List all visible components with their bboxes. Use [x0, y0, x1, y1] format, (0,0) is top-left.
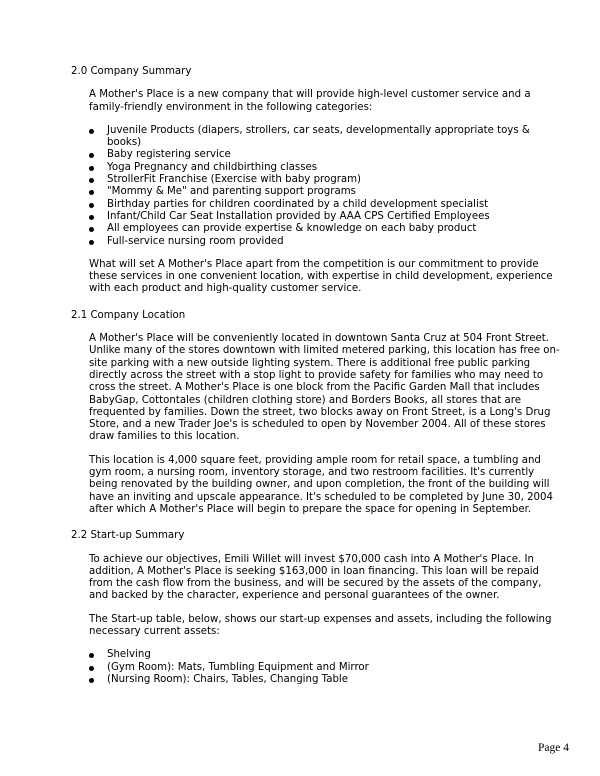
bullet-icon [89, 203, 94, 208]
section-body [71, 89, 561, 295]
bullet-icon [89, 129, 94, 134]
list-item: Juvenile Products (diapers, strollers, car seats, developmentally appropriate toys & books) [89, 125, 561, 150]
list-item: (Nursing Room): Chairs, Tables, Changing Table [89, 674, 561, 686]
list-item: All employees can provide expertise & knowledge on each baby product [89, 223, 561, 235]
intro-paragraph: A Mother's Place is a new company that will provide high-level customer service and a family-friendly environment in the following categories: [89, 89, 531, 113]
list-item: "Mommy & Me" and parenting support programs [89, 186, 561, 198]
list-item: Yoga Pregnancy and childbirthing classes [89, 162, 561, 174]
list-item: Infant/Child Car Seat Installation provided by AAA CPS Certified Employees [89, 211, 561, 223]
section-heading: 2.2 Start-up Summary [71, 530, 185, 542]
bullet-icon [89, 678, 94, 683]
section-body [71, 554, 561, 687]
list-item: Full-service nursing room provided [89, 236, 561, 248]
page-content [71, 66, 561, 697]
bullet-icon [89, 666, 94, 671]
assets-list [89, 649, 561, 686]
bullet-icon [89, 215, 94, 220]
list-item: Baby registering service [89, 149, 561, 161]
bullet-icon [89, 166, 94, 171]
section-startup-summary [71, 530, 561, 686]
funding-paragraph: To achieve our objectives, Emili Willet will invest $70,000 cash into A Mother's Place. In addition, A Mother's Place is seeking $163,000 in loan financing. This loan will be repaid from the cash flow from the business, and will be secured by the assets of the company, and backed by the character, experience and personal guarantees of the owner. [89, 553, 542, 602]
location-paragraph: A Mother's Place will be conveniently located in downtown Santa Cruz at 504 Front Street. Unlike many of the stores downtown with limited metered parking, this location has free on-site parking with a new outside lighting system. There is additional free public parking directly across the street with a stop light to provide safety for families who may need to cross the street. A Mother's Place is one block from the Pacific Garden Mall that includes BabyGap, Cottontales (children clothing store) and Borders Books, all stores that are frequented by families. Down the street, two blocks away on Front Street, is a Long's Drug Store, and a new Trader Joe's is scheduled to open by November 2004. All of these stores draw families to this location. [89, 333, 560, 443]
bullet-icon [89, 178, 94, 183]
facility-paragraph: This location is 4,000 square feet, providing ample room for retail space, a tumbling and gym room, a nursing room, inventory storage, and two restroom facilities. It's currently being renovated by the building owner, and upon completion, the front of the building will have an inviting and upscale appearance. It's scheduled to be completed by June 30, 2004 after which A Mother's Place will begin to prepare the space for opening in September. [89, 454, 553, 515]
list-item: Shelving [89, 649, 561, 661]
startup-table-paragraph: The Start-up table, below, shows our start-up expenses and assets, including the following necessary current assets: [89, 613, 552, 637]
section-company-location [71, 310, 561, 516]
list-item: (Gym Room): Mats, Tumbling Equipment and Mirror [89, 662, 561, 674]
bullet-icon [89, 153, 94, 158]
page-number: Page 4 [538, 742, 569, 754]
category-list [89, 125, 561, 248]
list-item: Birthday parties for children coordinated by a child development specialist [89, 199, 561, 211]
bullet-icon [89, 653, 94, 658]
bullet-icon [89, 190, 94, 195]
section-company-summary [71, 66, 561, 296]
section-body [71, 333, 561, 516]
closing-paragraph: What will set A Mother's Place apart from the competition is our commitment to provide these services in one convenient location, with expertise in child development, experience with each product and high-quality customer service. [89, 258, 553, 295]
section-heading: 2.0 Company Summary [71, 66, 192, 77]
section-heading: 2.1 Company Location [71, 309, 186, 321]
bullet-icon [89, 227, 94, 232]
bullet-icon [89, 240, 94, 245]
list-item: StrollerFit Franchise (Exercise with baby program) [89, 174, 561, 186]
